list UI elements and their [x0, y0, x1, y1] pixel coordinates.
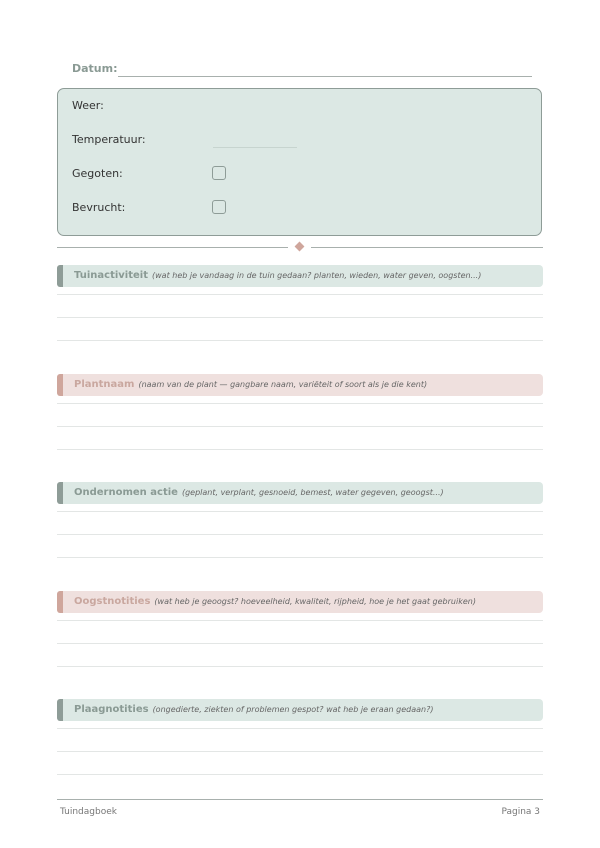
date-row [72, 62, 532, 80]
section-hint: (wat heb je vandaag in de tuin gedaan? planten, wieden, water geven, oogsten...) [152, 271, 482, 280]
writing-line[interactable] [57, 557, 543, 558]
section-ondernomen-actie [57, 482, 543, 504]
section-header [57, 265, 543, 287]
section-accent-bar [57, 265, 63, 287]
section-hint: (ongedierte, ziekten of problemen gespot? wat heb je eraan gedaan?) [152, 705, 434, 714]
footer-line [57, 799, 543, 800]
section-accent-bar [57, 482, 63, 504]
writing-line[interactable] [57, 317, 543, 318]
writing-line[interactable] [57, 751, 543, 752]
writing-line[interactable] [57, 774, 543, 775]
section-title [74, 596, 476, 607]
footer-page-number: Pagina 3 [501, 807, 540, 817]
writing-line[interactable] [57, 403, 543, 404]
section-tuinactiviteit [57, 265, 543, 287]
writing-line[interactable] [57, 449, 543, 450]
divider-diamond-icon [295, 242, 305, 252]
section-accent-bar [57, 699, 63, 721]
section-title-text: Tuinactiviteit [74, 270, 148, 281]
section-hint: (wat heb je geoogst? hoeveelheid, kwaliteit, rijpheid, hoe je het gaat gebruiken) [154, 597, 476, 606]
fertilized-label: Bevrucht: [72, 201, 126, 214]
writing-line[interactable] [57, 728, 543, 729]
section-title-text: Plantnaam [74, 379, 135, 390]
section-header [57, 482, 543, 504]
section-header [57, 591, 543, 613]
section-title-text: Ondernomen actie [74, 487, 178, 498]
writing-line[interactable] [57, 666, 543, 667]
watered-checkbox[interactable] [212, 166, 226, 180]
section-header [57, 374, 543, 396]
section-title-text: Oogstnotities [74, 596, 151, 607]
section-title [74, 270, 481, 281]
info-box [57, 88, 542, 236]
section-header [57, 699, 543, 721]
writing-line[interactable] [57, 534, 543, 535]
section-accent-bar [57, 374, 63, 396]
footer-title: Tuindagboek [60, 807, 117, 817]
writing-line[interactable] [57, 511, 543, 512]
section-plaagnotities [57, 699, 543, 721]
divider-right [311, 247, 543, 248]
section-title [74, 704, 433, 715]
section-accent-bar [57, 591, 63, 613]
watered-label: Gegoten: [72, 167, 123, 180]
section-oogstnotities [57, 591, 543, 613]
writing-line[interactable] [57, 643, 543, 644]
temperature-label: Temperatuur: [72, 133, 146, 146]
section-title [74, 487, 444, 498]
writing-line[interactable] [57, 294, 543, 295]
writing-line[interactable] [57, 426, 543, 427]
weather-label: Weer: [72, 99, 104, 112]
section-hint: (geplant, verplant, gesnoeid, bemest, water gegeven, geoogst...) [181, 488, 444, 497]
section-title-text: Plaagnotities [74, 704, 149, 715]
date-label: Datum: [72, 62, 118, 75]
date-field[interactable] [118, 76, 532, 77]
divider-left [57, 247, 288, 248]
fertilized-checkbox[interactable] [212, 200, 226, 214]
temperature-field[interactable] [213, 147, 297, 148]
section-hint: (naam van de plant — gangbare naam, variëteit of soort als je die kent) [138, 380, 428, 389]
writing-line[interactable] [57, 620, 543, 621]
section-plantnaam [57, 374, 543, 396]
section-title [74, 379, 427, 390]
writing-line[interactable] [57, 340, 543, 341]
